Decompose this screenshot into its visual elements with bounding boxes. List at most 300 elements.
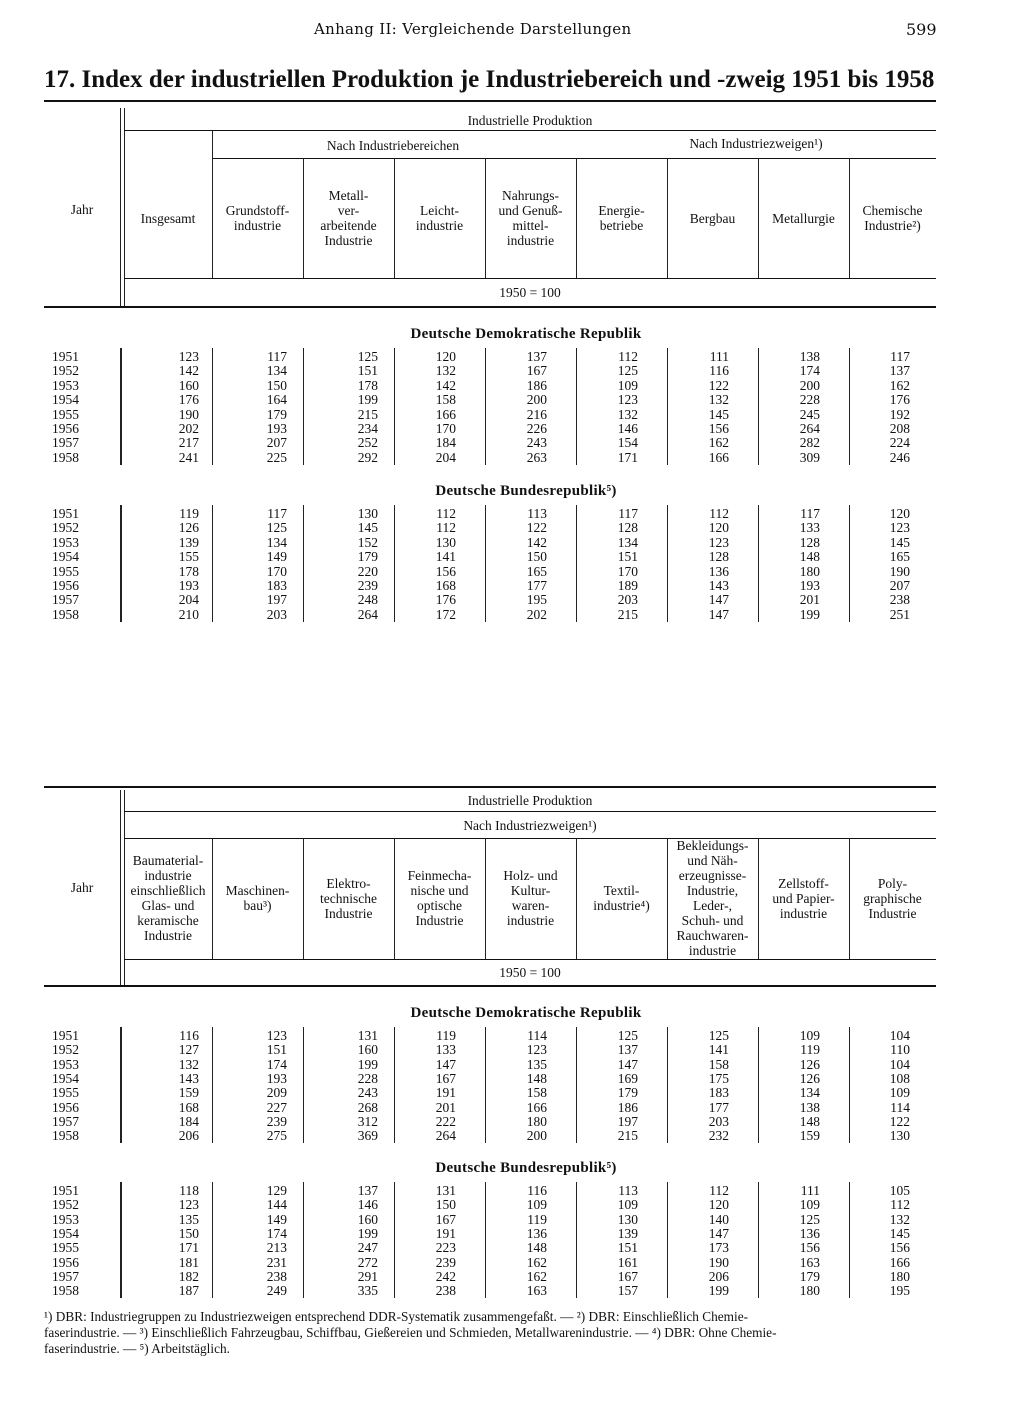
table-cell: 146 (357, 1197, 378, 1213)
table-cell: 160 (178, 377, 199, 393)
table-cell: 160 (357, 1211, 378, 1227)
table-cell: 291 (357, 1268, 378, 1284)
table-cell: 122 (708, 377, 729, 393)
table-cell: 143 (708, 578, 729, 593)
table2-header-divider (485, 838, 486, 959)
table2-header-divider (303, 838, 304, 959)
row-year: 1954 (52, 392, 79, 408)
table-row (0, 436, 1024, 450)
table-cell: 137 (617, 1042, 638, 1058)
table1-rule-base (124, 278, 936, 279)
table1-subgroup-bereiche: Nach Industriebereichen (326, 138, 460, 153)
row-year: 1957 (52, 592, 79, 608)
table-cell: 130 (357, 506, 378, 521)
table-cell: 118 (179, 1183, 199, 1198)
table1-col-header: Chemische Industrie²) (862, 203, 923, 233)
table2-section-title: Deutsche Bundesrepublik⁵) (435, 1160, 617, 1176)
table-cell: 264 (435, 1128, 456, 1144)
table-cell: 216 (526, 406, 547, 422)
table-cell: 170 (266, 563, 287, 579)
table1-top-rule (44, 100, 936, 102)
table-cell: 249 (266, 1283, 287, 1299)
table-cell: 162 (889, 377, 910, 393)
table-cell: 232 (708, 1128, 729, 1144)
table-cell: 163 (799, 1254, 820, 1270)
table-cell: 111 (709, 349, 729, 364)
page-number: 599 (906, 20, 937, 39)
table-row (0, 451, 1024, 465)
table-cell: 137 (526, 349, 547, 364)
table-cell: 117 (267, 506, 287, 521)
table-cell: 193 (799, 578, 820, 593)
table-cell: 120 (708, 520, 729, 536)
table-cell: 238 (435, 1283, 456, 1299)
table-cell: 227 (266, 1099, 287, 1115)
table-cell: 119 (436, 1028, 456, 1043)
table2-header-divider (576, 838, 577, 959)
table-cell: 112 (436, 506, 456, 521)
table2-col-header: Feinmecha- nische und optische Industrie (407, 868, 472, 928)
table-cell: 171 (178, 1240, 199, 1256)
table-cell: 135 (526, 1056, 547, 1072)
table1-header-divider (758, 158, 759, 278)
table-cell: 152 (357, 534, 378, 550)
table-cell: 203 (708, 1113, 729, 1129)
table-cell: 112 (618, 349, 638, 364)
table-row (0, 1198, 1024, 1212)
table-cell: 167 (435, 1211, 456, 1227)
table-cell: 172 (435, 606, 456, 622)
table-row (0, 1129, 1024, 1143)
table-cell: 131 (357, 1028, 378, 1043)
table-cell: 109 (799, 1028, 820, 1043)
table-cell: 146 (617, 421, 638, 436)
table-cell: 113 (618, 1183, 638, 1198)
table-cell: 112 (890, 1197, 910, 1213)
table-cell: 117 (890, 349, 910, 364)
table1-group-label: Industrielle Produktion (467, 113, 593, 128)
table-cell: 116 (527, 1183, 547, 1198)
table-cell: 111 (800, 1183, 820, 1198)
table-cell: 132 (178, 1056, 199, 1072)
table-cell: 104 (889, 1028, 910, 1043)
table-cell: 165 (889, 549, 910, 565)
table-cell: 182 (178, 1268, 199, 1284)
table-cell: 108 (889, 1070, 910, 1086)
table-cell: 134 (799, 1085, 820, 1101)
table1-col-header: Insgesamt (140, 211, 196, 226)
table-cell: 234 (357, 421, 378, 436)
table-cell: 275 (266, 1128, 287, 1144)
table-cell: 129 (266, 1183, 287, 1198)
table-cell: 178 (178, 563, 199, 579)
table-cell: 120 (708, 1197, 729, 1213)
table2-col-header: Bekleidungs- und Näh- erzeugnisse- Industrie, Leder-, Schuh- und Rauchwaren- industrie (676, 838, 749, 958)
table-cell: 151 (617, 549, 638, 565)
table-cell: 210 (178, 606, 199, 622)
table-cell: 215 (617, 606, 638, 622)
table-cell: 251 (889, 606, 910, 622)
table-cell: 139 (178, 534, 199, 550)
table-cell: 126 (178, 520, 199, 536)
table-cell: 131 (435, 1183, 456, 1198)
footnote-line: ¹) DBR: Industriegruppen zu Industriezweigen entsprechend DDR-Systematik zusammengefaßt. — ²) DBR: Einschließlich Chemie- (44, 1309, 749, 1324)
table-cell: 122 (526, 520, 547, 536)
table2-rule-group (124, 811, 936, 812)
table-cell: 174 (266, 1225, 287, 1241)
table1-rule-subgroup (212, 158, 936, 159)
table-cell: 125 (708, 1028, 729, 1043)
row-year: 1951 (52, 1183, 79, 1198)
table-cell: 140 (708, 1211, 729, 1227)
table-cell: 184 (178, 1113, 199, 1129)
row-year: 1954 (52, 1225, 79, 1241)
table-row (0, 364, 1024, 378)
table-cell: 136 (799, 1225, 820, 1241)
table-cell: 156 (708, 421, 729, 436)
table-cell: 126 (799, 1070, 820, 1086)
table-row (0, 550, 1024, 564)
table-row (0, 379, 1024, 393)
table-cell: 202 (526, 606, 547, 622)
table-cell: 148 (526, 1070, 547, 1086)
table-cell: 159 (799, 1128, 820, 1144)
table-cell: 114 (890, 1099, 910, 1115)
table1-base: 1950 = 100 (499, 285, 561, 300)
table-cell: 123 (708, 534, 729, 550)
table-cell: 195 (526, 592, 547, 608)
table-cell: 119 (527, 1211, 547, 1227)
table-cell: 167 (617, 1268, 638, 1284)
table-cell: 162 (708, 435, 729, 451)
table-cell: 112 (436, 520, 456, 536)
table-row (0, 1101, 1024, 1115)
table-cell: 206 (178, 1128, 199, 1144)
table-cell: 268 (357, 1099, 378, 1115)
table-cell: 180 (526, 1113, 547, 1129)
table-cell: 148 (799, 1113, 820, 1129)
table-cell: 130 (435, 534, 456, 550)
table-cell: 166 (889, 1254, 910, 1270)
table-cell: 199 (799, 606, 820, 622)
table-cell: 142 (526, 534, 547, 550)
row-year: 1956 (52, 578, 79, 593)
row-year: 1952 (52, 1197, 79, 1213)
table2-header-divider (394, 838, 395, 959)
table-row (0, 1284, 1024, 1298)
row-year: 1952 (52, 1042, 79, 1058)
table-cell: 116 (709, 363, 729, 379)
table-cell: 120 (435, 349, 456, 364)
table-cell: 109 (889, 1085, 910, 1101)
table-cell: 123 (266, 1028, 287, 1043)
row-year: 1957 (52, 1113, 79, 1129)
table-cell: 116 (179, 1028, 199, 1043)
table2-group-label: Industrielle Produktion (467, 793, 593, 808)
table-cell: 191 (435, 1085, 456, 1101)
table-cell: 187 (178, 1283, 199, 1299)
table-cell: 220 (357, 563, 378, 579)
table-row (0, 1227, 1024, 1241)
table2-col-header: Baumaterial- industrie einschließlich Glas- und keramische Industrie (130, 853, 206, 943)
table-cell: 248 (357, 592, 378, 608)
table1-col-header: Energie- betriebe (598, 203, 645, 233)
table-row (0, 1256, 1024, 1270)
table-cell: 159 (178, 1085, 199, 1101)
row-year: 1955 (52, 406, 79, 422)
table-row (0, 507, 1024, 521)
table-cell: 180 (799, 563, 820, 579)
table-cell: 164 (266, 392, 287, 408)
table-cell: 312 (357, 1113, 378, 1129)
footnote-line: faserindustrie. — ⁵) Arbeitstäglich. (44, 1341, 230, 1356)
table-cell: 161 (617, 1254, 638, 1270)
table-cell: 128 (799, 534, 820, 550)
table-cell: 150 (266, 377, 287, 393)
row-year: 1952 (52, 520, 79, 536)
table-cell: 203 (617, 592, 638, 608)
row-year: 1953 (52, 534, 79, 550)
table-cell: 168 (178, 1099, 199, 1115)
table-cell: 184 (435, 435, 456, 451)
table-cell: 132 (889, 1211, 910, 1227)
table1-header-divider (303, 158, 304, 278)
table-cell: 176 (889, 392, 910, 408)
table-cell: 200 (526, 1128, 547, 1144)
table-cell: 238 (266, 1268, 287, 1284)
table-cell: 138 (799, 349, 820, 364)
table-cell: 209 (266, 1085, 287, 1101)
table-cell: 179 (799, 1268, 820, 1284)
table2-subgroup-zweige: Nach Industriezweigen¹) (463, 818, 597, 833)
table1-header-divider (667, 158, 668, 278)
row-year: 1956 (52, 421, 79, 436)
row-year: 1953 (52, 1056, 79, 1072)
table-cell: 142 (178, 363, 199, 379)
table-cell: 127 (178, 1042, 199, 1058)
table-cell: 123 (178, 349, 199, 364)
table-row (0, 408, 1024, 422)
table1-header-divider (212, 131, 213, 278)
table-cell: 177 (526, 578, 547, 593)
table-cell: 201 (799, 592, 820, 608)
table-cell: 145 (357, 520, 378, 536)
table-cell: 243 (526, 435, 547, 451)
table-cell: 243 (357, 1085, 378, 1101)
table-row (0, 593, 1024, 607)
table2-jahr-divider (120, 790, 121, 986)
table-cell: 200 (799, 377, 820, 393)
table-cell: 176 (178, 392, 199, 408)
table-cell: 125 (617, 363, 638, 379)
table-cell: 200 (526, 392, 547, 408)
table-cell: 199 (708, 1283, 729, 1299)
running-title: Anhang II: Vergleichende Darstellungen (314, 20, 632, 38)
table-cell: 123 (526, 1042, 547, 1058)
table-cell: 239 (266, 1113, 287, 1129)
table2-col-header: Textil- industrie⁴) (593, 883, 650, 913)
table-cell: 105 (889, 1183, 910, 1198)
table-cell: 170 (617, 563, 638, 579)
table-cell: 151 (357, 363, 378, 379)
table-cell: 144 (266, 1197, 287, 1213)
table-cell: 193 (178, 578, 199, 593)
table-cell: 147 (708, 592, 729, 608)
table-cell: 125 (799, 1211, 820, 1227)
table-cell: 125 (617, 1028, 638, 1043)
table-cell: 135 (178, 1211, 199, 1227)
table1-col-header: Leicht- industrie (415, 203, 464, 233)
table-cell: 132 (435, 363, 456, 379)
table2-col-header: Poly- graphische Industrie (863, 876, 922, 921)
table-cell: 173 (708, 1240, 729, 1256)
table-cell: 128 (708, 549, 729, 565)
table-cell: 309 (799, 449, 820, 465)
table-cell: 167 (435, 1070, 456, 1086)
table-cell: 150 (526, 549, 547, 565)
table-cell: 201 (435, 1099, 456, 1115)
row-year: 1958 (52, 1283, 79, 1299)
table-row (0, 350, 1024, 364)
table-cell: 335 (357, 1283, 378, 1299)
table-cell: 238 (889, 592, 910, 608)
table-row (0, 1241, 1024, 1255)
table2-col-jahr: Jahr (70, 880, 94, 895)
table-cell: 226 (526, 421, 547, 436)
table-cell: 165 (526, 563, 547, 579)
table-cell: 147 (617, 1056, 638, 1072)
table-cell: 149 (266, 1211, 287, 1227)
table-cell: 132 (617, 406, 638, 422)
table-cell: 156 (889, 1240, 910, 1256)
table-cell: 190 (178, 406, 199, 422)
table-cell: 151 (617, 1240, 638, 1256)
table-cell: 109 (617, 377, 638, 393)
table-row (0, 1043, 1024, 1057)
table-cell: 117 (618, 506, 638, 521)
table-cell: 241 (178, 449, 199, 465)
table-row (0, 1029, 1024, 1043)
table-cell: 148 (799, 549, 820, 565)
table-cell: 141 (708, 1042, 729, 1058)
table-row (0, 565, 1024, 579)
table-row (0, 579, 1024, 593)
table-row (0, 521, 1024, 535)
table-cell: 199 (357, 392, 378, 408)
table-cell: 175 (708, 1070, 729, 1086)
table-cell: 246 (889, 449, 910, 465)
table-cell: 125 (266, 520, 287, 536)
table-cell: 166 (526, 1099, 547, 1115)
table-cell: 170 (435, 421, 456, 436)
table-cell: 133 (435, 1042, 456, 1058)
table-cell: 139 (617, 1225, 638, 1241)
table-cell: 163 (526, 1283, 547, 1299)
table-cell: 133 (799, 520, 820, 536)
table1-header-divider (849, 158, 850, 278)
table-cell: 215 (617, 1128, 638, 1144)
table-cell: 180 (889, 1268, 910, 1284)
row-year: 1957 (52, 435, 79, 451)
table-cell: 203 (266, 606, 287, 622)
table-row (0, 1115, 1024, 1129)
table-cell: 167 (526, 363, 547, 379)
table-cell: 112 (709, 506, 729, 521)
table-cell: 272 (357, 1254, 378, 1270)
table-row (0, 422, 1024, 436)
table1-header-divider (576, 158, 577, 278)
table-cell: 168 (435, 578, 456, 593)
table-cell: 147 (708, 1225, 729, 1241)
table1-section-title: Deutsche Bundesrepublik⁵) (435, 483, 617, 499)
table-cell: 130 (617, 1211, 638, 1227)
table-cell: 155 (178, 549, 199, 565)
table2-base: 1950 = 100 (499, 965, 561, 980)
table-cell: 183 (708, 1085, 729, 1101)
table-cell: 177 (708, 1099, 729, 1115)
table-cell: 217 (178, 435, 199, 451)
table-cell: 174 (266, 1056, 287, 1072)
row-year: 1951 (52, 506, 79, 521)
table-row (0, 536, 1024, 550)
table-cell: 204 (435, 449, 456, 465)
table-cell: 231 (266, 1254, 287, 1270)
table-cell: 123 (889, 520, 910, 536)
table-row (0, 1184, 1024, 1198)
footnote-line: faserindustrie. — ³) Einschließlich Fahrzeugbau, Schiffbau, Gießereien und Schmieden, Metallwarenindustrie. — ⁴) DBR: Ohne Chemie- (44, 1325, 777, 1340)
table-cell: 150 (178, 1225, 199, 1241)
table-cell: 149 (266, 549, 287, 565)
table-cell: 245 (799, 406, 820, 422)
row-year: 1953 (52, 377, 79, 393)
table-cell: 228 (799, 392, 820, 408)
table-cell: 117 (800, 506, 820, 521)
running-head (0, 20, 1024, 42)
table2-col-header: Elektro- technische Industrie (320, 876, 377, 921)
table-cell: 117 (267, 349, 287, 364)
table-cell: 264 (799, 421, 820, 436)
table-cell: 126 (799, 1056, 820, 1072)
table-cell: 207 (266, 435, 287, 451)
table-cell: 197 (617, 1113, 638, 1129)
table-cell: 156 (799, 1240, 820, 1256)
table-cell: 215 (357, 406, 378, 422)
table-cell: 191 (435, 1225, 456, 1241)
table-cell: 369 (357, 1128, 378, 1144)
row-year: 1958 (52, 1128, 79, 1144)
table1-col-header: Bergbau (689, 211, 736, 226)
table-row (0, 1213, 1024, 1227)
table-row (0, 1058, 1024, 1072)
table-cell: 113 (527, 506, 547, 521)
table-title: 17. Index der industriellen Produktion je Industriebereich und -zweig 1951 bis 1958 (44, 66, 935, 93)
table-cell: 179 (266, 406, 287, 422)
row-year: 1957 (52, 1268, 79, 1284)
table1-bottom-rule (44, 306, 936, 308)
table-cell: 123 (178, 1197, 199, 1213)
table-cell: 192 (889, 406, 910, 422)
table-cell: 207 (889, 578, 910, 593)
table-cell: 136 (708, 563, 729, 579)
table-cell: 145 (708, 406, 729, 422)
table2-header-divider (758, 838, 759, 959)
table-cell: 183 (266, 578, 287, 593)
table-cell: 189 (617, 578, 638, 593)
table-cell: 141 (435, 549, 456, 565)
table1-col-header: Nahrungs- und Genuß- mittel- industrie (498, 188, 563, 248)
table-cell: 109 (799, 1197, 820, 1213)
table-cell: 132 (708, 392, 729, 408)
